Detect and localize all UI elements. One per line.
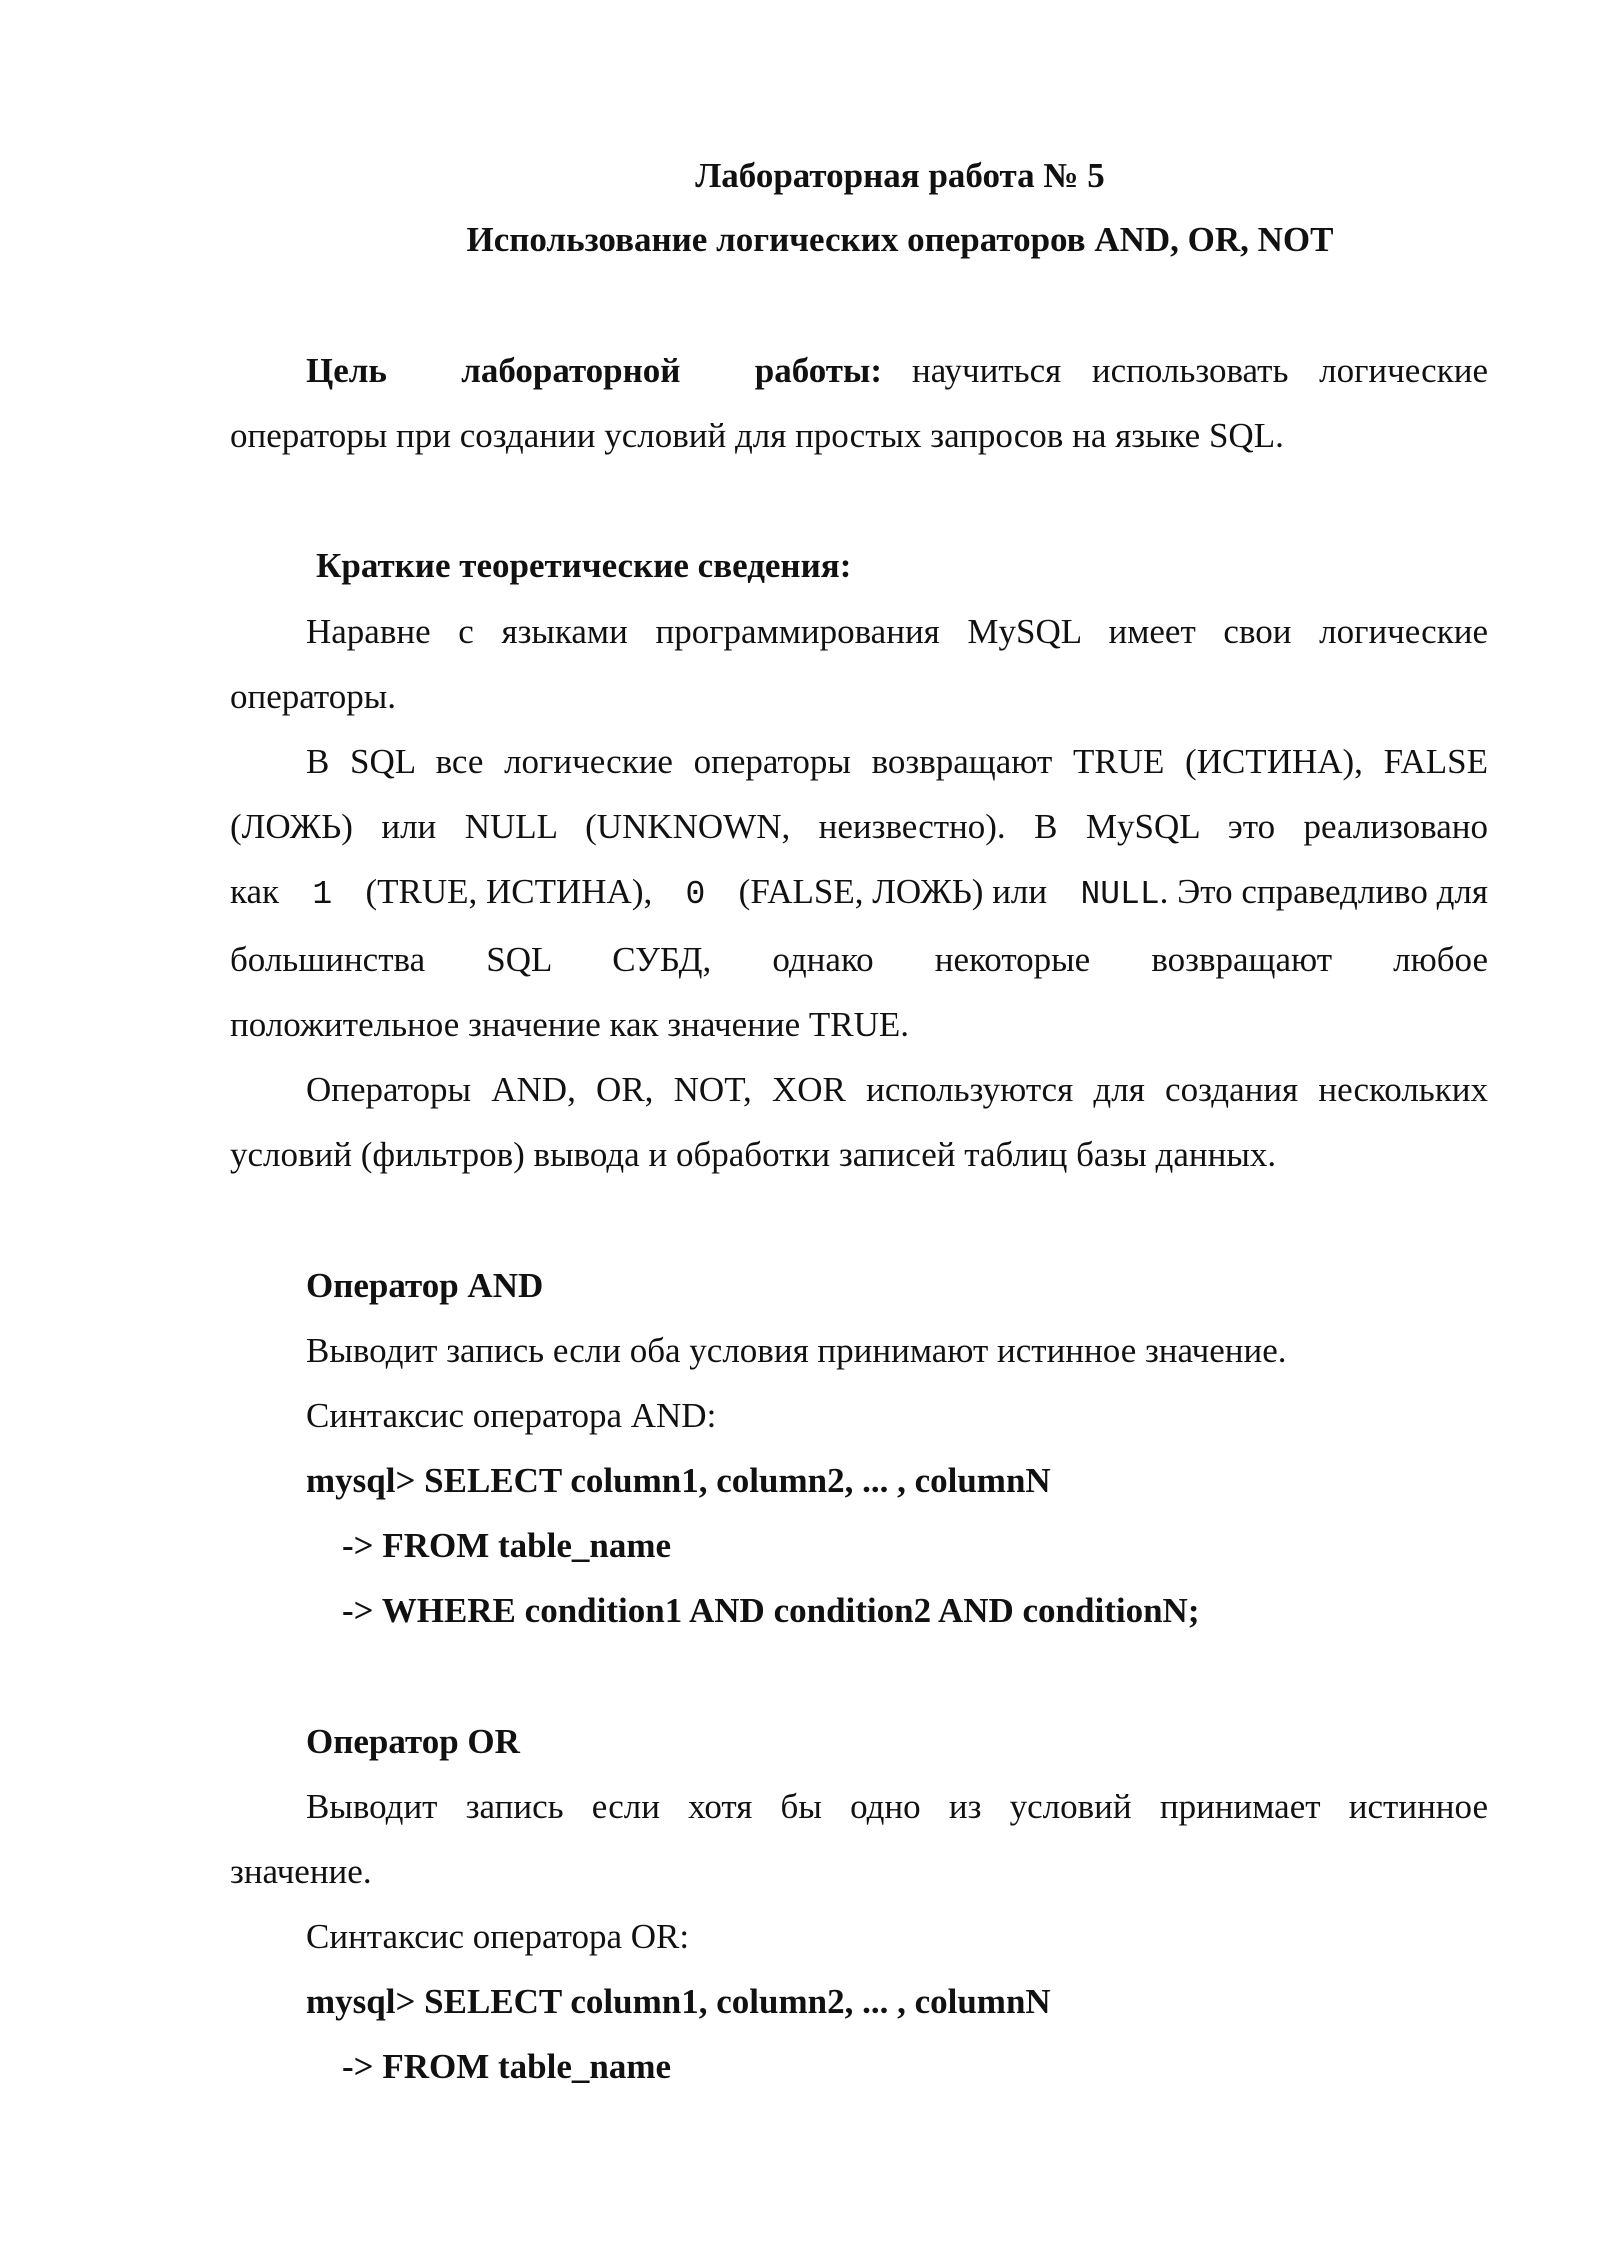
- goal-label-word: Цель: [306, 351, 387, 390]
- p2-text-b: (TRUE, ИСТИНА),: [365, 872, 653, 911]
- p1-line-2: операторы.: [230, 677, 396, 716]
- goal-text-1: [882, 353, 1488, 388]
- p2-text-d: . Это справедливо для: [1159, 872, 1488, 911]
- and-code-line-1: mysql> SELECT column1, column2, ... , columnN: [306, 1461, 1051, 1500]
- code-zero: 0: [685, 876, 706, 913]
- and-desc: Выводит запись если оба условия принимают истинное значение.: [306, 1331, 1287, 1370]
- goal-label-word: работы:: [754, 351, 882, 390]
- p2-line-3: [230, 874, 1488, 911]
- or-code-line-1: mysql> SELECT column1, column2, ... , columnN: [306, 1982, 1051, 2021]
- goal-label-word: лабораторной: [461, 351, 681, 390]
- p2-line-4: большинства SQL СУБД, однако некоторые возвращают любое: [230, 940, 1488, 979]
- or-heading: Оператор OR: [306, 1722, 520, 1761]
- p2-line-2: (ЛОЖЬ) или NULL (UNKNOWN, неизвестно). В MySQL это реализовано: [230, 807, 1488, 846]
- title-line-1: Лабораторная работа № 5: [695, 156, 1105, 195]
- or-desc-line-1: Выводит запись если хотя бы одно из условий принимает истинное: [306, 1787, 1488, 1826]
- p2-null-group: [1080, 874, 1488, 911]
- goal-word: логические: [1319, 351, 1488, 390]
- or-code-line-2: -> FROM table_name: [342, 2047, 672, 2086]
- goal-word: использовать: [1091, 351, 1289, 390]
- or-desc-line-2: значение.: [230, 1852, 372, 1891]
- and-code-line-2: -> FROM table_name: [342, 1526, 672, 1565]
- goal-line-2: операторы при создании условий для простых запросов на языке SQL.: [230, 416, 1284, 455]
- p2-text-a: как: [230, 872, 280, 911]
- title-line-2: Использование логических операторов AND, OR, NOT: [466, 220, 1334, 259]
- or-syntax-label: Синтаксис оператора OR:: [306, 1917, 690, 1956]
- p2-line-5: положительное значение как значение TRUE.: [230, 1005, 910, 1044]
- p2-line-1: В SQL все логические операторы возвращают TRUE (ИСТИНА), FALSE: [306, 742, 1488, 781]
- goal-word: научиться: [912, 351, 1062, 390]
- and-heading: Оператор AND: [306, 1266, 544, 1305]
- goal-line-1: [306, 353, 1488, 388]
- and-syntax-label: Синтаксис оператора AND:: [306, 1396, 717, 1435]
- code-one: 1: [312, 876, 333, 913]
- p2-text-c: (FALSE, ЛОЖЬ) или: [738, 872, 1048, 911]
- p3-line-1: Операторы AND, OR, NOT, XOR используются для создания нескольких: [306, 1070, 1488, 1109]
- goal-label: [306, 353, 882, 388]
- code-null: NULL: [1080, 876, 1160, 913]
- p3-line-2: условий (фильтров) вывода и обработки записей таблиц базы данных.: [230, 1135, 1277, 1174]
- p1-line-1: Наравне с языками программирования MySQL имеет свои логические: [306, 612, 1488, 651]
- and-code-line-3: -> WHERE condition1 AND condition2 AND conditionN;: [342, 1591, 1200, 1630]
- theory-heading: Краткие теоретические сведения:: [316, 546, 852, 585]
